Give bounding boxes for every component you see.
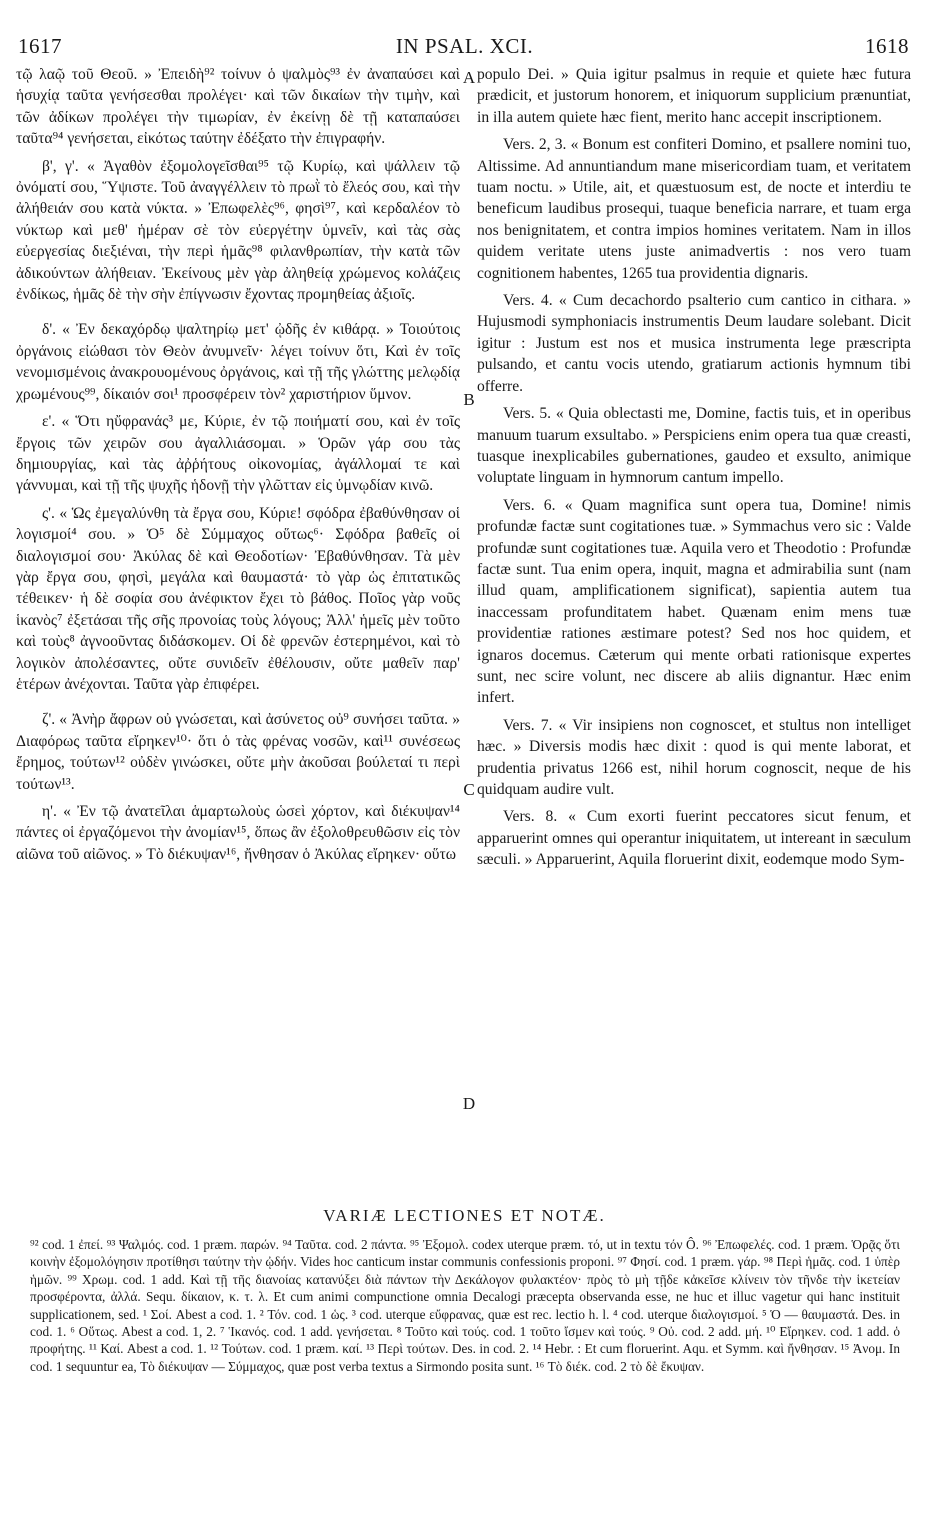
greek-paragraph: τῷ λαῷ τοῦ Θεοῦ. » Ἐπειδὴ⁹² τοίνυν ὁ ψαλμὸς⁹³ ἐν ἀναπαύσει καὶ ἡσυχίᾳ ταῦτα γενήσεσθαι προλέγει· καὶ τῶν δικαίων τὴν τιμὴν, καὶ τῶν ἀδίκων προλέγει τὴν τιμωρίαν, ἐν ἐκείνῃ δὲ τῇ καταπαύσει ταῦτα⁹⁴ γενήσεται, εἰκότως ταύτην ἐδέξατο τὴν ἐπιγραφήν.	[16, 66, 460, 148]
section-marker-b: B	[463, 390, 475, 409]
column-number-right: 1618	[865, 34, 909, 58]
greek-column	[16, 64, 460, 871]
latin-paragraph: Vers. 8. « Cum exorti fuerint peccatores sicut fenum, et apparuerint omnes qui operantur iniquitatem, ut intereant in sæculum sæculi. » Apparuerint, Aquila floruerint dixit, eodemque modo Sym-	[477, 808, 911, 869]
greek-paragraph: ε'. « Ὅτι ηὔφρανάς³ με, Κύριε, ἐν τῷ ποιήματί σου, καὶ ἐν τοῖς ἔργοις τῶν χειρῶν σου ἀγαλλιάσομαι. » Ὁρῶν γάρ σου τὰς δημιουργίας, καὶ τὰς ἀῤῥήτους οἰκονομίας, ἀγάλλομαί τε καὶ γάννυμαι, καὶ τῇ τῆς ψυχῆς ἡδονῇ τὴν γλῶτταν εἰς ὑμνῳδίαν κινῶ.	[16, 413, 460, 495]
running-header	[0, 34, 929, 62]
notes-title: VARIÆ LECTIONES ET NOTÆ.	[323, 1206, 606, 1225]
latin-column	[477, 64, 911, 877]
section-marker-a: A	[462, 68, 476, 87]
latin-paragraph: Vers. 2, 3. « Bonum est confiteri Domino, et psallere nomini tuo, Altissime. Ad annuntiandum mane misericordiam tuam, et veritatem tuam noctu. » Utile, ait, et quæstuosum est, de nocte et interdiu te beneficum laudibus prosequi, tuaque beneficia narrare, et tuam erga nos benignitatem, et contra impios homines veritatem. Nam in illos quidem veritate utens juste animadvertis : nos vero tuam cognitionem habentes, 1265 tua providentia dignaris.	[477, 136, 911, 282]
latin-paragraph: Vers. 4. « Cum decachordo psalterio cum cantico in cithara. » Hujusmodi symphoniacis instrumentis Deum laudare solebant. Dicit igitur : Justum est nos et musica instrumenta lege præscripta pulsando, et cantu vocis utendo, gratiarum actionis hymnum tibi offerre.	[477, 292, 911, 395]
greek-paragraph: δ'. « Ἐν δεκαχόρδῳ ψαλτηρίῳ μετ' ᾠδῆς ἐν κιθάρᾳ. » Τοιούτοις ὀργάνοις εἰώθασι τὸν Θεὸν ἀνυμνεῖν· λέγει τοίνυν ὅτι, Καὶ ἐν τοῖς νενομισμένοις ἀνακρουομένους ὀργάνοις, καὶ τῇ τῆς γλώττης μελῳδίᾳ χρωμένους⁹⁹, δίκαιόν σοι¹ προσφέρειν τὸν² χαριστήριον ὕμνον.	[16, 321, 460, 403]
latin-paragraph: Vers. 6. « Quam magnifica sunt opera tua, Domine! nimis profundæ factæ sunt cogitationes tuæ. » Symmachus vero sic : Valde profundæ sunt cogitationes tuæ. Aquila vero et Theodotio : Profundæ factæ sunt. Tua enim opera, inquit, magna et admirabilia sunt (nam illud quam, amplificationem significat), sapientia autem tua inaccessam profunditatem habet. Quænam enim mens tuæ providentiæ rationes æstimare potest? Sed nos hoc quidem, et ignaros docemus. Cæterum qui mente orbati rationisque expertes sunt, nec scire volunt, nec discere ab aliis dignantur. Hæc enim infert.	[477, 496, 911, 707]
section-marker-d: D	[462, 1094, 476, 1113]
running-title: IN PSAL. XCI.	[395, 34, 534, 58]
greek-paragraph: β', γ'. « Ἀγαθὸν ἐξομολογεῖσθαι⁹⁵ τῷ Κυρίῳ, καὶ ψάλλειν τῷ ὀνόματί σου, Ὕψιστε. Τοῦ ἀναγγέλλειν τὸ πρωῒ τὸ ἔλεός σου, καὶ τὴν ἀλήθειάν σου κατὰ νύκτα. » Ἐπωφελὲς⁹⁶, φησὶ⁹⁷, καὶ κερδαλέον τὸ νύκτωρ καὶ μεθ' ἡμέραν σὲ τὸν εὐεργέτην ὑμνεῖν, καὶ τὰς σὰς εὐεργεσίας διεξιέναι, τὴν περὶ ἡμᾶς⁹⁸ φιλανθρωπίαν, τὴν κατὰ τῶν ἀδικούντων ἀλήθειαν. Ἐκείνους μὲν γὰρ ἀληθείᾳ χρώμενος κολάζεις ἐνδίκως, ἡμᾶς δὲ τὴν σὴν ἐπίγνωσιν ἔχοντας προμηθείας ἀξιοῖς.	[16, 157, 460, 304]
greek-paragraph: η'. « Ἐν τῷ ἀνατεῖλαι ἁμαρτωλοὺς ὡσεὶ χόρτον, καὶ διέκυψαν¹⁴ πάντες οἱ ἐργαζόμενοι τὴν ἀνομίαν¹⁵, ὅπως ἂν ἐξολοθρευθῶσιν εἰς τὸν αἰῶνα τοῦ αἰῶνος. » Τὸ διέκυψαν¹⁶, ἤνθησαν ὁ Ἀκύλας εἴρηκεν· οὕτω	[16, 803, 460, 863]
latin-paragraph: populo Dei. » Quia igitur psalmus in requie et quiete hæc futura prædicit, et justorum honorem, et iniquorum supplicium prænuntiat, in illa autem quiete hæc fient, merito hanc accepit inscriptionem.	[477, 66, 911, 126]
greek-paragraph: ς'. « Ὡς ἐμεγαλύνθη τὰ ἔργα σου, Κύριε! σφόδρα ἐβαθύνθησαν οἱ λογισμοί⁴ σου. » Ὁ⁵ δὲ Σύμμαχος οὕτως⁶· Σφόδρα βαθεῖς οἱ διαλογισμοί σου· Ἀκύλας δὲ καὶ Θεοδοτίων· Ἐβαθύνθησαν. Τὰ μὲν γὰρ ἔργα σου, φησὶ, μεγάλα καὶ θαυμαστά· τὸ γὰρ ὡς ἐπιτατικῶς τέθεικεν· ἡ δὲ σοφία σου ἀνέφικτον ἔχει τὸ βάθος. Ποῖος γὰρ νοῦς ἱκανὸς⁷ ἐξετάσαι τῆς σῆς προνοίας τοὺς λόγους; Ἀλλ' ἡμεῖς μὲν τοῦτο καὶ τοὺς⁸ ἀγνοοῦντας διδάσκομεν. Οἱ δὲ φρενῶν ἐστερημένοι, καὶ τὸ λογικὸν ἀπολέσαντες, οὔτε συνιδεῖν ἐθέλουσιν, οὔτε μαθεῖν παρ' ἑτέρων ἀνέχονται. Ταῦτα γὰρ ἐπιφέρει.	[16, 504, 460, 693]
column-number-left: 1617	[18, 34, 62, 58]
section-marker-c: C	[463, 780, 475, 799]
latin-paragraph: Vers. 5. « Quia oblectasti me, Domine, factis tuis, et in operibus manuum tuarum exsultabo. » Perspiciens enim opera tua quæ creasti, tuasque inexplicabiles gubernationes, gaudeo et exsulto, animique voluptate linguam in hymnorum cantum impello.	[477, 405, 911, 487]
notes-text: ⁹² cod. 1 ἐπεί. ⁹³ Ψαλμός. cod. 1 præm. παρών. ⁹⁴ Ταῦτα. cod. 2 πάντα. ⁹⁵ Ἐξομολ. codex uterque præm. τό, ut in textu τόν Ô. ⁹⁶ Ἐπωφελές. cod. 1 præm. Ὁρᾷς ὅτι κοινὴν ἐξομολόγησιν προτίθησι ταύτην τὴν ᾠδήν. Vides hoc canticum instar communis confessionis proponi. ⁹⁷ Φησί. cod. 1 præm. γάρ. ⁹⁸ Περὶ ἡμᾶς. cod. 1 ὑπὲρ ἡμῶν. ⁹⁹ Χρωμ. cod. 1 add. Καὶ τῇ τῆς διανοίας κατανύξει διὰ πάντων τὴν Δεκάλογον φυλακτέον· πρὸς τὸ μὴ τῇδε κἀκεῖσε κλίνειν τὸν τῆνδε τὴν ἱκετείαν προσφέροντα, ἀλλά. Sequ. δίκαιον, κ. τ. λ. Et cum animi compunctione omnia Decalogi præcepta observanda esse, ne huc et illuc vagetur qui hanc instituit supplicationem, sed. ¹ Σοί. Abest a cod. 1. ² Τόν. cod. 1 ὡς. ³ cod. uterque εὔφρανας, quæ est rec. lectio h. l. ⁴ cod. uterque διαλογισμοί. ⁵ Ὁ — θαυμαστά. Des. in cod. 1. ⁶ Οὕτως. Abest a cod. 1, 2. ⁷ Ἱκανός. cod. 1 add. γενήσεται. ⁸ Τοῦτο καὶ τούς. cod. 1 τοῦτο ἴσμεν καὶ τούς. ⁹ Οὐ. cod. 2 add. μή. ¹⁰ Εἴρηκεν. cod. 1 add. ὁ προφήτης. ¹¹ Καί. Abest a cod. 1. ¹² Τούτων. cod. 1 præm. καί. ¹³ Περὶ τούτων. Des. in cod. 2. ¹⁴ Hebr. : Et cum floruerint. Aqu. et Symm. καὶ ἤνθησαν. ¹⁵ Ἀνομ. In cod. 1 sequuntur ea, Τὸ διέκυψαν — Σύμμαχος, quæ post verba textus a Sirmondo posita sunt. ¹⁶ Τὸ διέκ. cod. 2 τὸ δὲ ἔκυψαν.	[30, 1237, 900, 1374]
latin-paragraph: Vers. 7. « Vir insipiens non cognoscet, et stultus non intelliget hæc. » Diversis modis hæc dixit : quod is qui mente laborat, et prudentia privatus 1266 est, nihil horum cognoscit, neque de his quidquam audire vult.	[477, 716, 911, 798]
greek-paragraph: ζ'. « Ἀνὴρ ἄφρων οὐ γνώσεται, καὶ ἀσύνετος οὐ⁹ συνήσει ταῦτα. » Διαφόρως ταῦτα εἴρηκεν¹⁰· ὅτι ὁ τὰς φρένας νοσῶν, καὶ¹¹ συνέσεως ἔρημος, τούτων¹² οὐδὲν γινώσκει, οὔτε μὴν ἀκοῦσαι βούλεταί τι περὶ τούτων¹³.	[16, 711, 460, 793]
